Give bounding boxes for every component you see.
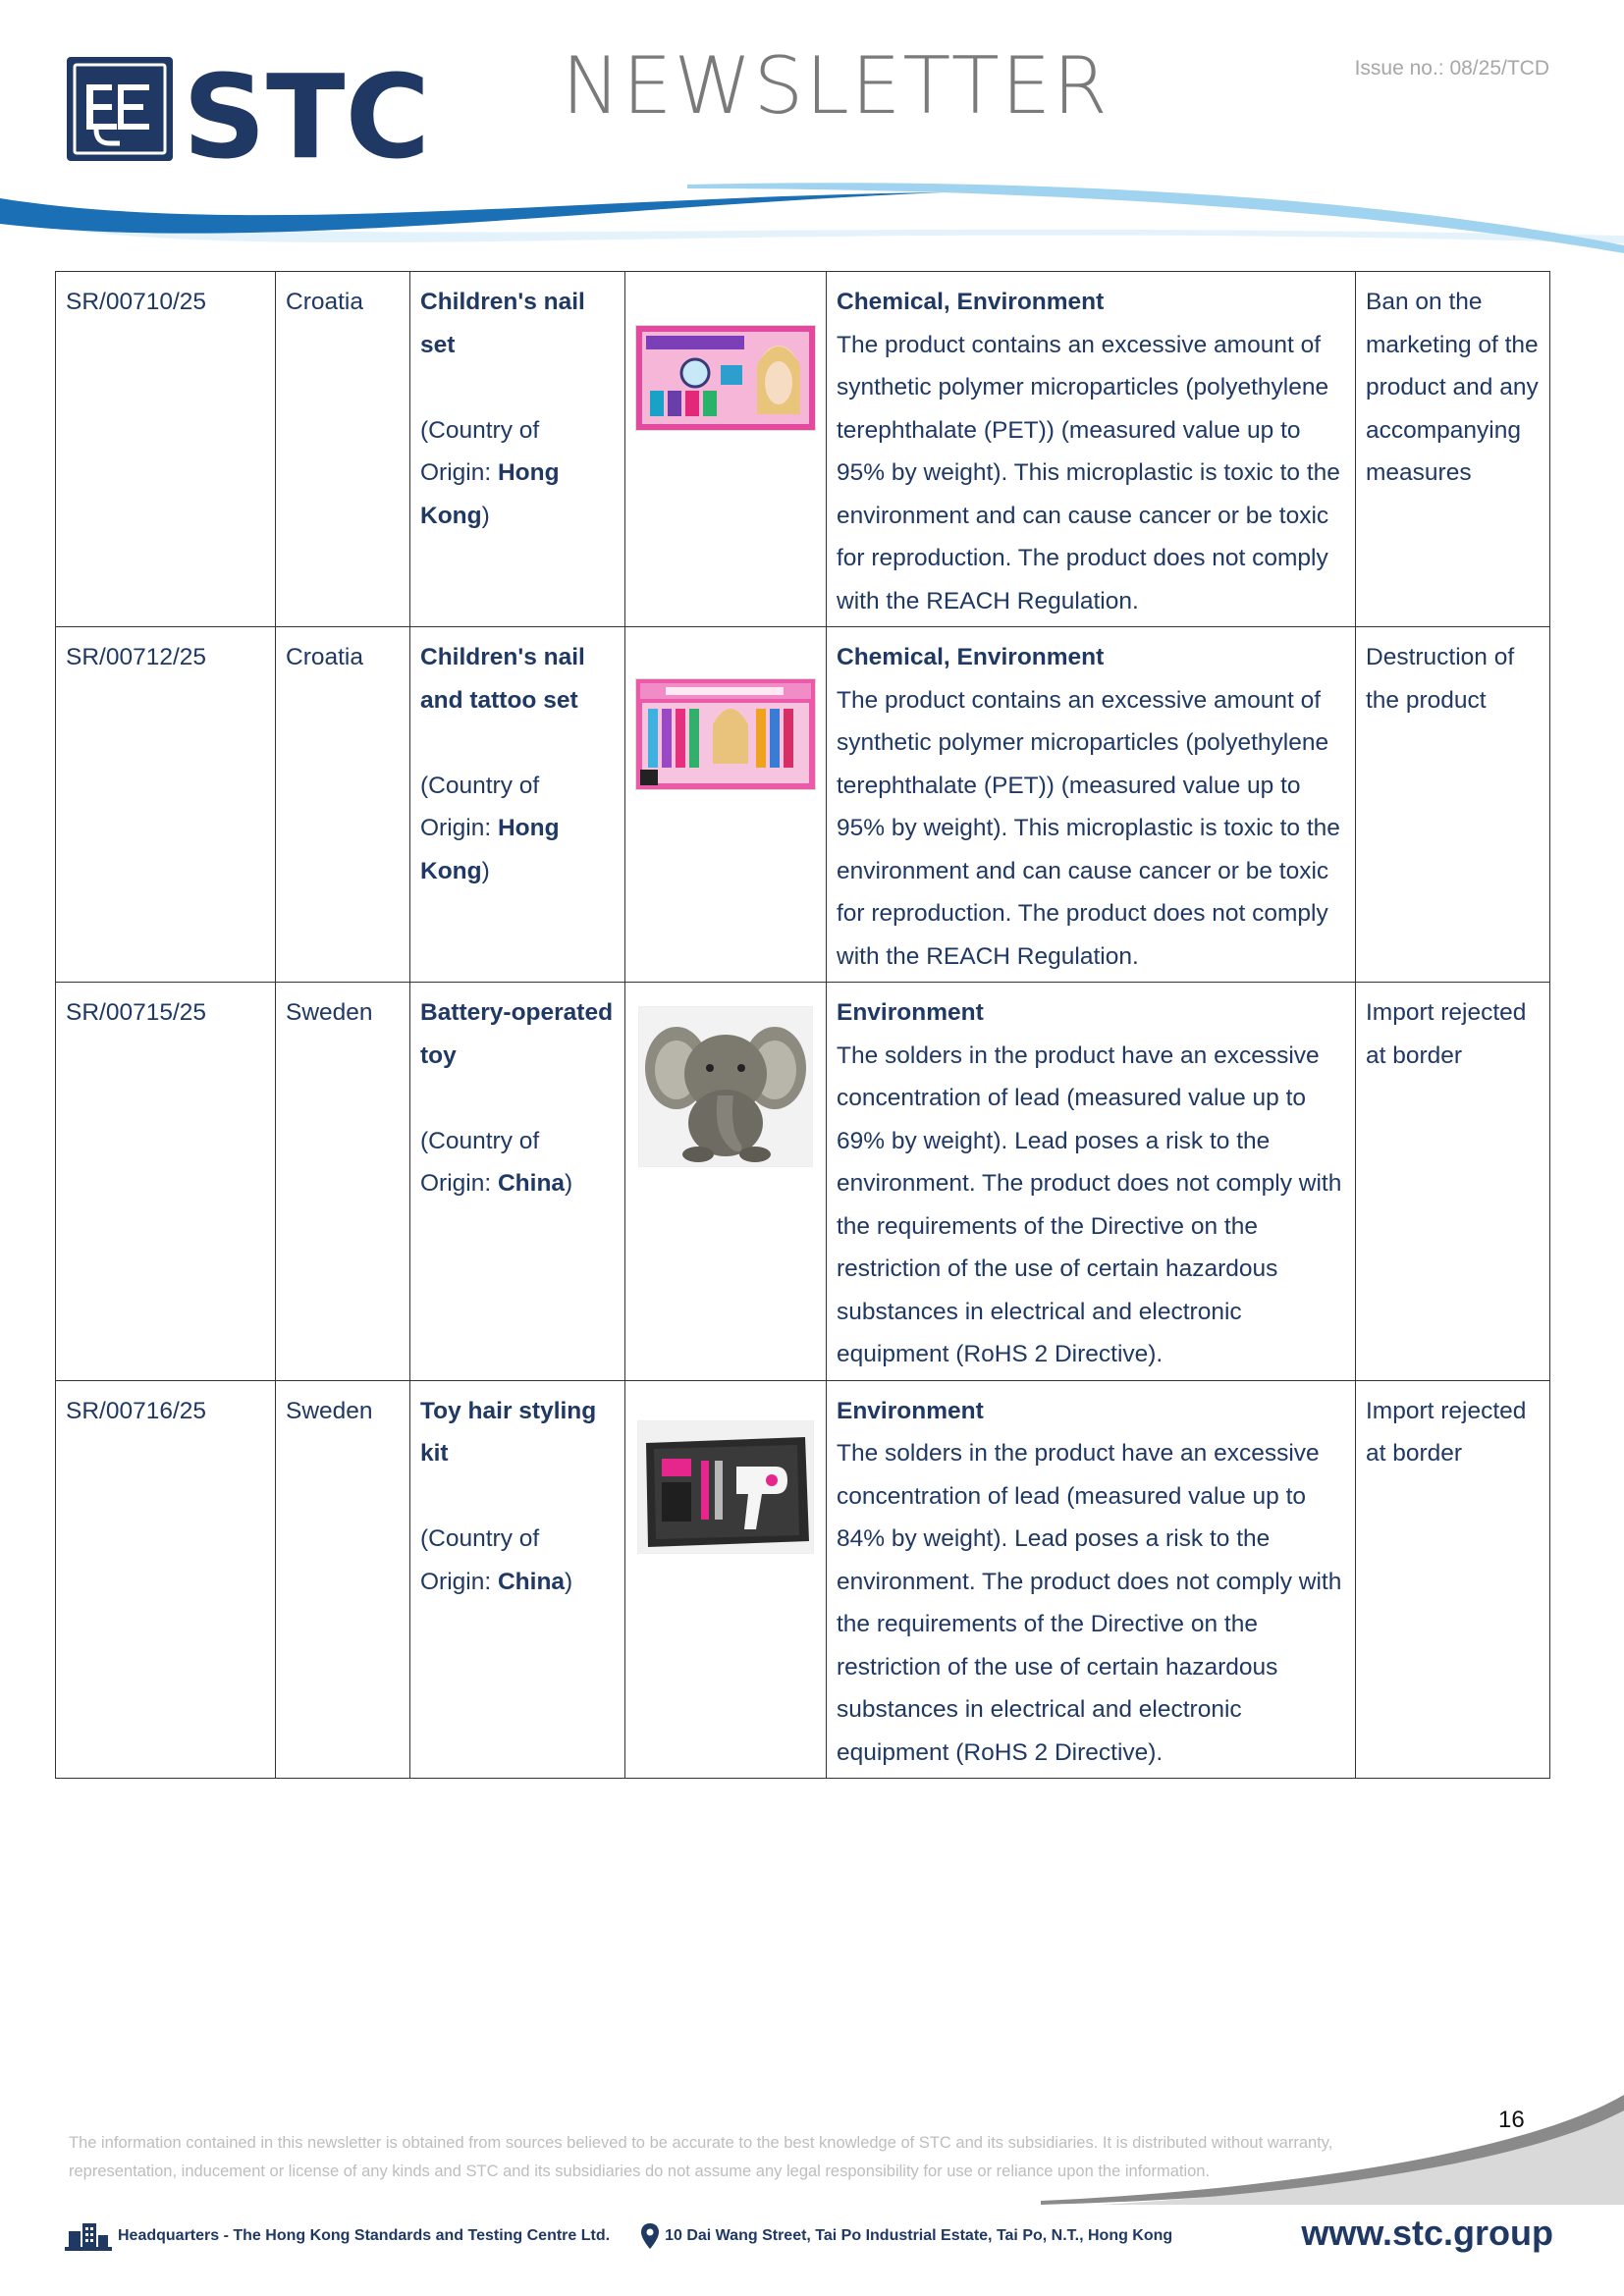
- risk-type: Environment: [837, 1397, 984, 1424]
- risk-cell: [827, 983, 1356, 1381]
- table-row: [56, 1380, 1550, 1779]
- product-cell: [410, 627, 625, 983]
- origin-country: China: [497, 1170, 566, 1197]
- table-row: [56, 272, 1550, 627]
- plush-elephant-photo: [638, 1006, 813, 1167]
- table-row: [56, 983, 1550, 1381]
- origin-label: (Country of Origin:: [420, 1127, 540, 1197]
- risk-description: The solders in the product have an excessive concentration of lead (measured value up to 84% by weight). Lead poses a risk to the environment. The product does not comply with the requirements of the Directive on the restriction of the use of certain hazardous substances in electrical and electronic equipment (RoHS 2 Directive).: [837, 1440, 1342, 1766]
- newsletter-title: NEWSLETTER: [562, 40, 1110, 132]
- product-image-cell: [625, 983, 827, 1381]
- risk-type: Chemical, Environment: [837, 289, 1105, 315]
- table-row: [56, 627, 1550, 983]
- website-link[interactable]: www.stc.group: [1301, 2213, 1553, 2253]
- page-number: 16: [1498, 2107, 1525, 2133]
- product-cell: [410, 272, 625, 627]
- footer-contact: [65, 2220, 1172, 2252]
- risk-cell: [827, 1380, 1356, 1779]
- risk-type: Chemical, Environment: [837, 644, 1105, 670]
- origin-close: ): [565, 1170, 573, 1197]
- product-name: Toy hair styling kit: [420, 1397, 597, 1467]
- hair-styling-kit-photo: [637, 1420, 814, 1554]
- notifying-country: Croatia: [276, 272, 410, 627]
- issue-number: Issue no.: 08/25/TCD: [1354, 57, 1549, 80]
- risk-description: The product contains an excessive amount of synthetic polymer microparticles (polyethylene terephthalate (PET)) (measured value up to 95% by weight). This microplastic is toxic to the environment and can cause cancer or be toxic for reproduction. The product does not comply with the REACH Regulation.: [837, 686, 1340, 970]
- product-image-cell: [625, 627, 827, 983]
- product-name: Children's nail and tattoo set: [420, 644, 585, 714]
- product-name: Children's nail set: [420, 289, 585, 358]
- risk-cell: [827, 272, 1356, 627]
- product-cell: [410, 983, 625, 1381]
- product-name: Battery-operated toy: [420, 999, 614, 1069]
- reference-number: SR/00710/25: [56, 272, 276, 627]
- risk-cell: [827, 627, 1356, 983]
- product-cell: [410, 1380, 625, 1779]
- address-text: 10 Dai Wang Street, Tai Po Industrial Estate, Tai Po, N.T., Hong Kong: [665, 2227, 1173, 2244]
- origin-label: (Country of Origin:: [420, 1525, 540, 1595]
- nail-tattoo-set-box-photo: [635, 678, 816, 790]
- stc-logo: [67, 55, 463, 165]
- notifying-country: Sweden: [276, 983, 410, 1381]
- origin-country: China: [497, 1568, 566, 1595]
- reference-number: SR/00716/25: [56, 1380, 276, 1779]
- nail-set-box-photo: [635, 325, 816, 431]
- origin-close: ): [481, 502, 490, 529]
- measures-taken: Import rejected at border: [1356, 983, 1550, 1381]
- origin-close: ): [481, 857, 490, 884]
- risk-description: The product contains an excessive amount of synthetic polymer microparticles (polyethylene terephthalate (PET)) (measured value up to 95% by weight). This microplastic is toxic to the environment and can cause cancer or be toxic for reproduction. The product does not comply with the REACH Regulation.: [837, 331, 1340, 614]
- measures-taken: Import rejected at border: [1356, 1380, 1550, 1779]
- origin-close: ): [565, 1568, 573, 1595]
- origin-label: (Country of Origin:: [420, 416, 540, 486]
- reference-number: SR/00712/25: [56, 627, 276, 983]
- origin-country: Hong Kong: [420, 459, 560, 529]
- risk-description: The solders in the product have an excessive concentration of lead (measured value up to 69% by weight). Lead poses a risk to the environment. The product does not comply with the requirements of the Directive on the restriction of the use of certain hazardous substances in electrical and electronic equipment (RoHS 2 Directive).: [837, 1041, 1342, 1367]
- measures-taken: Destruction of the product: [1356, 627, 1550, 983]
- risk-type: Environment: [837, 999, 984, 1026]
- notifying-country: Croatia: [276, 627, 410, 983]
- product-alert-table: [55, 271, 1550, 1779]
- headquarters-text: Headquarters - The Hong Kong Standards and Testing Centre Ltd.: [118, 2227, 611, 2244]
- disclaimer-text: The information contained in this newsletter is obtained from sources believed to be accurate to the best knowledge of STC and its subsidiaries. It is distributed without warranty, representation, inducement or license of any kinds and STC and its subsidiaries do not assume any legal responsibility for use or reliance upon the information.: [69, 2134, 1333, 2180]
- measures-taken: Ban on the marketing of the product and any accompanying measures: [1356, 272, 1550, 627]
- product-image-cell: [625, 1380, 827, 1779]
- product-image-cell: [625, 272, 827, 627]
- notifying-country: Sweden: [276, 1380, 410, 1779]
- origin-label: (Country of Origin:: [420, 772, 540, 841]
- origin-country: Hong Kong: [420, 815, 560, 884]
- building-icon: [65, 2221, 112, 2251]
- reference-number: SR/00715/25: [56, 983, 276, 1381]
- logo-wordmark: STC: [183, 55, 431, 165]
- location-pin-icon: [641, 2223, 659, 2249]
- header-swoosh: [0, 177, 1624, 265]
